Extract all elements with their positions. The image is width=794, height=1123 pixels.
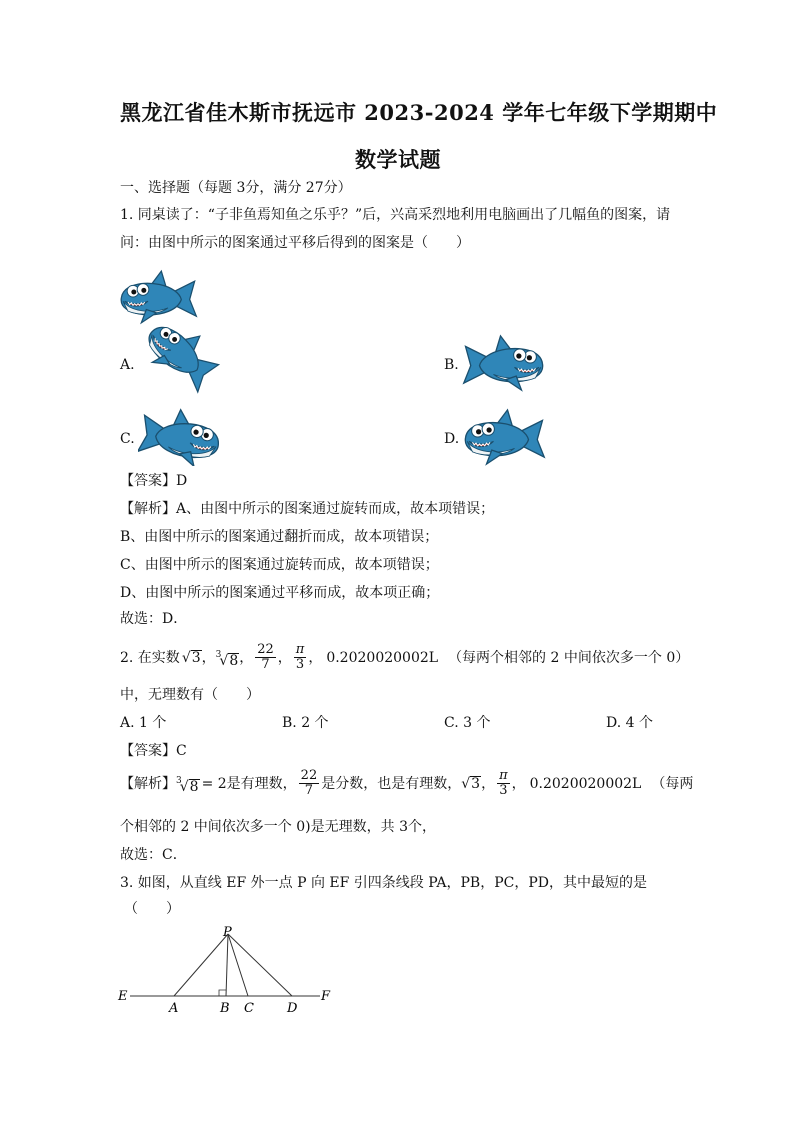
q1-explanation-2: B、由图中所示的图案通过翻折而成，故本项错误； xyxy=(120,529,439,545)
q2-fraction: $\frac{22}{7}$ xyxy=(257,642,274,672)
q2-decimal: 0.2020020002L xyxy=(326,649,439,666)
q1-option-c-shark[interactable] xyxy=(138,408,222,466)
q1-option-b-shark[interactable] xyxy=(462,334,546,392)
q2-cbrt-index: 3 xyxy=(215,649,222,660)
q2-explanation-2: 个相邻的 2 中间依次多一个 0)是无理数，共 3个， xyxy=(120,819,436,835)
q1-choose: 故选：D． xyxy=(120,611,188,627)
question-3-line2: （ ） xyxy=(124,901,180,917)
q2-option-b[interactable]: B. 2 个 xyxy=(282,715,329,731)
q1-answer: 【答案】D xyxy=(120,473,188,489)
q2-lead: 2. 在实数 xyxy=(120,649,180,666)
label-a: A xyxy=(169,1001,179,1016)
question-1-line1: 1. 同桌读了：“子非鱼焉知鱼之乐乎？”后，兴高采烈地利用电脑画出了几幅鱼的图案，请 xyxy=(120,207,671,223)
q2-choose: 故选：C． xyxy=(120,847,187,863)
q2-explanation-1: 【解析】 $^3$√8 = 2是有理数， $\frac{22}{7}$ 是分数，也是有理数， √3 ， $\frac{\pi}{3}$ ， 0.2020020002L （每两 xyxy=(120,768,694,798)
label-c: C xyxy=(244,1001,254,1016)
label-d: D xyxy=(287,1001,298,1016)
page-subtitle: 数学试题 xyxy=(355,147,441,172)
q1-option-b-label[interactable]: B. xyxy=(444,357,459,373)
q1-explanation-4: D、由图中所示的图案通过平移而成，故本项正确； xyxy=(120,585,440,601)
label-e: E xyxy=(118,989,128,1004)
q2-answer: 【答案】C xyxy=(120,743,187,759)
question-2-line1: 2. 在实数 √3 ， $^3$√8 ， $\frac{22}{7}$ ， $\frac{\pi}{3}$ ， 0.2020020002L （每两个相邻的 2 中间依次多一个 0） xyxy=(120,642,690,672)
q2-sqrt3: 3 xyxy=(191,649,201,666)
q1-option-a-label[interactable]: A. xyxy=(120,357,135,373)
label-p: P xyxy=(223,925,232,940)
q1-explanation-1: 【解析】A、由图中所示的图案通过旋转而成，故本项错误； xyxy=(120,501,495,517)
label-f: F xyxy=(321,989,331,1004)
q1-option-a-shark[interactable] xyxy=(132,322,222,400)
q2-cbrt-radicand: 8 xyxy=(229,652,239,669)
label-b: B xyxy=(220,1001,230,1016)
question-2-line2: 中，无理数有（ ） xyxy=(120,687,260,703)
q1-option-d-shark[interactable] xyxy=(462,408,546,466)
q2-option-a[interactable]: A. 1 个 xyxy=(120,715,167,731)
q2-pi-fraction: $\frac{\pi}{3}$ xyxy=(295,642,305,672)
section-heading: 一、选择题（每题 3分，满分 27分） xyxy=(120,180,352,196)
q2-note: （每两个相邻的 2 中间依次多一个 0） xyxy=(448,649,690,666)
q1-explanation-3: C、由图中所示的图案通过旋转而成，故本项错误； xyxy=(120,557,439,573)
q2-option-c[interactable]: C. 3 个 xyxy=(444,715,491,731)
question-1-line2: 问：由图中所示的图案通过平移后得到的图案是（ ） xyxy=(120,235,470,251)
page-title: 黑龙江省佳木斯市抚远市 2023-2024 学年七年级下学期期中 xyxy=(120,100,718,125)
original-shark-figure xyxy=(118,264,198,330)
q2-option-d[interactable]: D. 4 个 xyxy=(606,715,653,731)
question-3-line1: 3. 如图，从直线 EF 外一点 P 向 EF 引四条线段 PA，PB，PC，PD，其中最短的是 xyxy=(120,875,647,891)
q3-geometry-figure xyxy=(112,920,342,1020)
q1-option-c-label[interactable]: C. xyxy=(120,431,135,447)
q1-option-d-label[interactable]: D. xyxy=(444,431,460,447)
